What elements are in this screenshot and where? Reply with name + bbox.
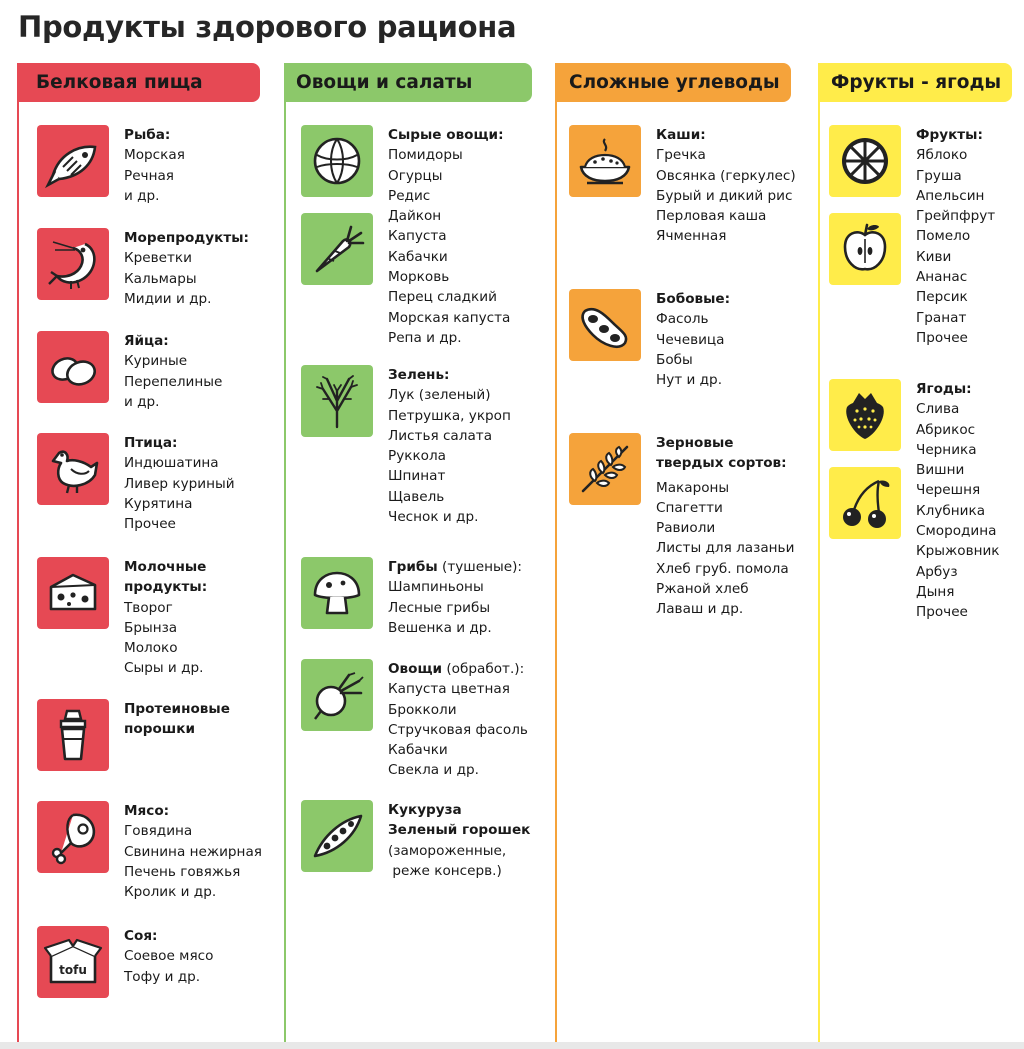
list-item: Брокколи	[388, 701, 457, 718]
list-item: Креветки	[124, 250, 192, 267]
list-item: Кабачки	[388, 742, 448, 759]
list-item: Куриные	[124, 353, 188, 370]
list-item: Мидии и др.	[124, 290, 212, 307]
category-fish	[37, 125, 185, 206]
list-item: Дыня	[916, 583, 955, 600]
list-item: Крыжовник	[916, 543, 1000, 560]
category-heading: Яйца:	[124, 333, 169, 349]
list-item: Ананас	[916, 269, 968, 286]
heading-note: (обработ.):	[442, 661, 525, 677]
list-item: Курятина	[124, 495, 193, 512]
category-heading: Зеленый горошек	[388, 822, 531, 839]
list-item: Бурый и дикий рис	[656, 187, 793, 204]
list-item: Апельсин	[916, 187, 985, 204]
list-item: (замороженные,	[388, 842, 507, 859]
poultry-icon	[37, 433, 109, 505]
category-apple	[829, 213, 901, 285]
list-item: Груша	[916, 167, 962, 184]
list-item: Лаваш и др.	[656, 601, 744, 618]
list-item: Говядина	[124, 823, 193, 840]
list-item: Молоко	[124, 640, 178, 657]
heading-note: (тушеные):	[437, 559, 522, 575]
list-item: Индюшатина	[124, 455, 219, 472]
category-heading: Рыба:	[124, 127, 171, 143]
list-item: Творог	[124, 599, 173, 616]
list-item: Арбуз	[916, 563, 958, 580]
list-item: Ржаной хлеб	[656, 581, 749, 598]
list-item: Кабачки	[388, 248, 448, 265]
category-heading: Соя:	[124, 928, 158, 944]
list-item: Листья салата	[388, 427, 493, 444]
list-item: Нут и др.	[656, 372, 723, 389]
list-item: Бобы	[656, 351, 693, 368]
list-item: Шампиньоны	[388, 579, 484, 596]
list-item: Гранат	[916, 309, 967, 326]
list-item: Слива	[916, 401, 960, 418]
list-item: Щавель	[388, 488, 445, 505]
category-greens	[301, 365, 511, 527]
list-item: Перловая каша	[656, 208, 767, 225]
list-item: Клубника	[916, 502, 986, 519]
citrus-icon	[829, 125, 901, 197]
category-carrot	[301, 213, 373, 285]
list-item: Руккола	[388, 448, 446, 465]
category-heading: Мясо:	[124, 803, 170, 819]
tofu-box-icon	[37, 926, 109, 998]
list-item: Киви	[916, 248, 952, 265]
porridge-icon	[569, 125, 641, 197]
list-item: Лук (зеленый)	[388, 387, 491, 404]
list-item: Огурцы	[388, 167, 443, 184]
tofu-label: tofu	[59, 963, 87, 977]
category-grains	[569, 433, 794, 620]
column-header-carbs: Сложные углеводы	[555, 63, 791, 102]
list-item: реже консерв.)	[388, 862, 502, 879]
shaker-icon	[37, 699, 109, 771]
list-item: Фасоль	[656, 311, 709, 328]
category-meat	[37, 801, 262, 902]
carrot-icon	[301, 213, 373, 285]
list-item: Вешенка и др.	[388, 619, 492, 636]
category-legumes	[569, 289, 730, 390]
category-heading: Птица:	[124, 435, 178, 451]
list-item: Прочее	[124, 516, 176, 533]
list-item: Гречка	[656, 147, 706, 164]
list-item: Петрушка, укроп	[388, 407, 511, 424]
column-vegetables	[284, 63, 550, 1048]
pea-pod-icon	[301, 800, 373, 872]
category-poultry	[37, 433, 235, 534]
apple-icon	[829, 213, 901, 285]
eggs-icon	[37, 331, 109, 403]
category-cooked-vegetables	[301, 659, 528, 781]
bottom-border	[0, 1042, 1024, 1049]
list-item: Лесные грибы	[388, 599, 491, 616]
list-item: Кальмары	[124, 270, 197, 287]
category-porridge	[569, 125, 796, 247]
list-item: Смородина	[916, 523, 997, 540]
list-item: Вишни	[916, 462, 965, 479]
list-item: Черника	[916, 441, 977, 458]
category-heading: Фрукты:	[916, 127, 983, 143]
list-item: Хлеб груб. помола	[656, 560, 789, 577]
list-item: Яблоко	[916, 147, 968, 164]
cheese-icon	[37, 557, 109, 629]
category-heading: Каши:	[656, 127, 706, 143]
category-eggs	[37, 331, 222, 412]
list-item: Свинина нежирная	[124, 843, 262, 860]
category-mushrooms	[301, 557, 522, 638]
list-item: Дайкон	[388, 208, 442, 225]
category-heading: Молочные	[124, 559, 207, 575]
list-item: Персик	[916, 289, 968, 306]
column-header-vegetables: Овощи и салаты	[284, 63, 532, 102]
list-item: Ливер куриный	[124, 475, 235, 492]
column-carbs	[555, 63, 817, 1048]
column-divider	[17, 63, 19, 1046]
column-header-fruits: Фрукты - ягоды	[818, 63, 1012, 102]
fish-icon	[37, 125, 109, 197]
category-heading: порошки	[124, 721, 195, 738]
strawberry-icon	[829, 379, 901, 451]
shrimp-icon	[37, 228, 109, 300]
wheat-icon	[569, 433, 641, 505]
category-protein-powder	[37, 699, 230, 771]
beet-icon	[301, 659, 373, 731]
meat-leg-icon	[37, 801, 109, 873]
category-soy	[37, 926, 213, 998]
column-divider	[818, 63, 820, 1046]
category-heading: Зерновые	[656, 435, 734, 451]
list-item: Помело	[916, 228, 971, 245]
list-item: Прочее	[916, 329, 968, 346]
category-heading: Сырые овощи:	[388, 127, 504, 143]
category-heading: Протеиновые	[124, 701, 230, 717]
list-item: Брынза	[124, 619, 178, 636]
list-item: Грейпфрут	[916, 208, 996, 225]
category-cherry	[829, 467, 901, 539]
list-item: Морковь	[388, 269, 450, 286]
beans-icon	[569, 289, 641, 361]
category-heading: Кукуруза	[388, 802, 462, 818]
herbs-icon	[301, 365, 373, 437]
list-item: Спагетти	[656, 499, 723, 516]
column-header-protein: Белковая пища	[17, 63, 260, 102]
category-heading: продукты:	[124, 579, 208, 596]
list-item: Свекла и др.	[388, 762, 479, 779]
list-item: Сыры и др.	[124, 660, 204, 677]
list-item: Ячменная	[656, 228, 727, 245]
list-item: Перец сладкий	[388, 289, 497, 306]
list-item: Макароны	[656, 479, 730, 496]
cherry-icon	[829, 467, 901, 539]
list-item: Капуста	[388, 228, 447, 245]
category-heading	[388, 557, 522, 577]
list-item: Печень говяжья	[124, 863, 241, 880]
list-item: Соевое мясо	[124, 948, 214, 965]
list-item: Черешня	[916, 482, 981, 499]
category-heading	[388, 659, 528, 679]
category-heading: Ягоды:	[916, 381, 972, 397]
category-heading: Бобовые:	[656, 291, 731, 307]
category-heading: твердых сортов:	[656, 455, 787, 472]
list-item: Капуста цветная	[388, 681, 510, 698]
cabbage-icon	[301, 125, 373, 197]
list-item: Редис	[388, 187, 431, 204]
category-heading: Морепродукты:	[124, 230, 249, 246]
page-title: Продукты здорового рациона	[18, 10, 517, 44]
list-item: Перепелиные	[124, 373, 223, 390]
list-item: Чечевица	[656, 331, 725, 348]
column-protein	[17, 63, 279, 1048]
list-item: Листы для лазаньи	[656, 540, 795, 557]
list-item: Чеснок и др.	[388, 509, 479, 526]
list-item: Абрикос	[916, 421, 976, 438]
category-dairy	[37, 557, 207, 679]
category-seafood	[37, 228, 249, 309]
column-divider	[284, 63, 286, 1046]
list-item: Равиоли	[656, 520, 716, 537]
list-item: Морская	[124, 147, 185, 164]
category-heading: Зелень:	[388, 367, 450, 383]
heading-bold: Грибы	[388, 559, 438, 575]
list-item: и др.	[124, 187, 160, 204]
category-corn-peas	[301, 800, 530, 881]
list-item: Репа и др.	[388, 329, 462, 346]
heading-bold: Овощи	[388, 661, 443, 677]
list-item: Речная	[124, 167, 174, 184]
list-item: Кролик и др.	[124, 884, 217, 901]
list-item: Овсянка (геркулес)	[656, 167, 796, 184]
list-item: Помидоры	[388, 147, 463, 164]
list-item: Прочее	[916, 604, 968, 621]
list-item: Стручковая фасоль	[388, 721, 528, 738]
column-fruits	[818, 63, 1024, 1048]
list-item: Морская капуста	[388, 309, 511, 326]
mushroom-icon	[301, 557, 373, 629]
column-divider	[555, 63, 557, 1046]
list-item: и др.	[124, 393, 160, 410]
list-item: Шпинат	[388, 468, 446, 485]
list-item: Тофу и др.	[124, 968, 201, 985]
